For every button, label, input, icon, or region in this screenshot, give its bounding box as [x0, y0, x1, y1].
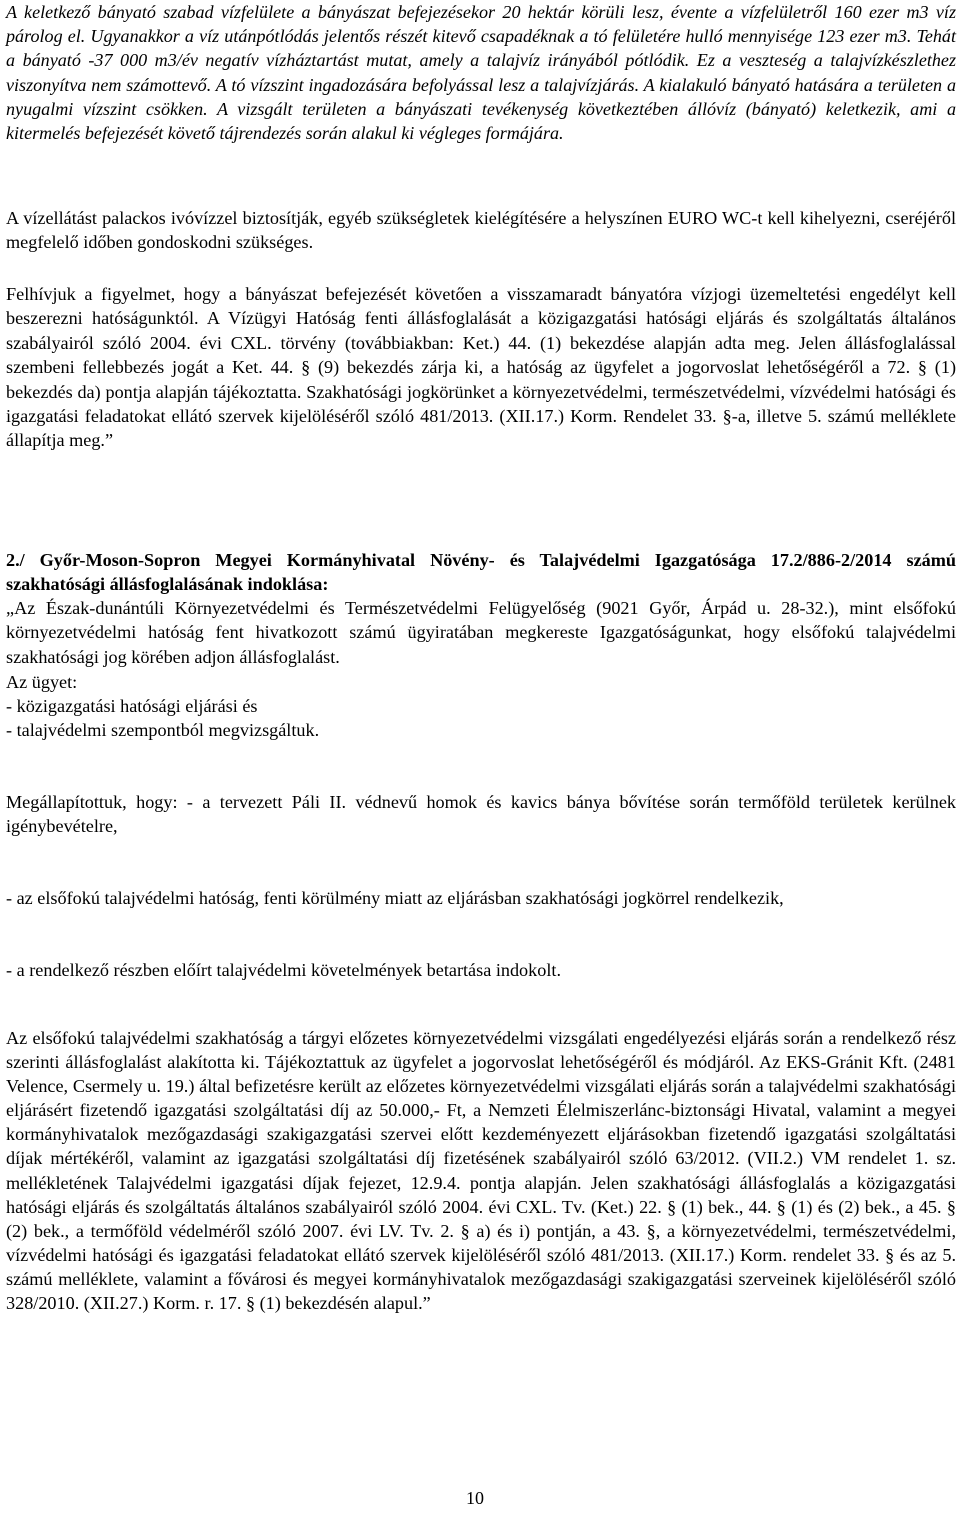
list-item: [6, 718, 319, 742]
list-item: [6, 694, 258, 718]
paragraph-text: Az elsőfokú talajvédelmi szakhatóság a tárgyi előzetes környezetvédelmi vizsgálati engedélyezési eljárás során a rendelkező rész szerinti állásfoglalást alakította ki. Tájékoztattuk az ügyfelet a jogorvoslat lehetőségéről és módjáról. Az EKS-Gránit Kft. (2481 Velence, Csermely u. 19.) által befizetésre került az előzetes környezetvédelmi vizsgálati eljárás során a talajvédelmi szakhatósági eljárásért fizetendő igazgatási szolgáltatási díj az 50.000,- Ft, a Nemzeti Élelmiszerlánc-biztonsági Hivatal, valamint a megyei kormányhivatalok mezőgazdasági szakigazgatási szervei előtt kezdeményezett eljárásokban fizetendő igazgatási szolgáltatási díjak mértékéről, valamint az igazgatási szolgáltatási díj fizetésének szabályairól szóló 63/2012. (VII.2.) VM rendelet 1. sz. mellékletének Talajvédelmi igazgatási díjak fejezet, 12.9.4. pontja alapján. Jelen szakhatósági állásfoglalás a közigazgatási hatósági eljárás és szolgáltatás általános szabályairól szóló 2004. évi CXL. Tv. (Ket.) 22. § (1) bek., 44. § (1) és (2) bek., a 45. § (2) bek., a termőföld védelméről szóló 2007. évi LV. Tv. 2. § a) és i) pontján, a 43. §, a környezetvédelmi, természetvédelmi, vízvédelmi hatósági és igazgatási feladatokat ellátó szervek kijelöléséről szóló 481/2013. (XII.17.) Korm. rendelet 33. § és az 5. számú melléklete, valamint a fővárosi és megyei kormányhivatalok mezőgazdasági szakigazgatási szerveinek kijelöléséről szóló 328/2010. (XII.27.) Korm. r. 17. § (1) bekezdésén alapul.”: [6, 1028, 956, 1314]
list-item-text: - talajvédelmi szempontból megvizsgáltuk.: [6, 720, 320, 740]
paragraph-indoklás: [6, 1026, 956, 1315]
paragraph-követelmények: [6, 958, 956, 982]
paragraph-text: „Az Észak-dunántúli Környezetvédelmi és Természetvédelmi Felügyelőség (9021 Győr, Árpád u. 28-32.), mint elsőfokú környezetvédelmi hatóság fent hivatkozott számú ügyiratában megkereste Igazgatóságunkat, hogy elsőfokú talajvédelmi szakhatósági jog körében adjon állásfoglalást.: [6, 598, 956, 667]
list-item-text: - közigazgatási hatósági eljárási és: [6, 696, 258, 716]
page-number: 10: [466, 1488, 484, 1508]
paragraph-hatóság: [6, 886, 956, 910]
ugyet-label: [6, 670, 77, 694]
paragraph-text: A vízellátást palackos ivóvízzel biztosítják, egyéb szükségletek kielégítésére a helyszínen EURO WC-t kell kihelyezni, cseréjéről megfelelő időben gondoskodni szükséges.: [6, 208, 956, 253]
paragraph-text: - a rendelkező részben előírt talajvédelmi követelmények betartása indokolt.: [6, 960, 561, 980]
paragraph-vízellátás: [6, 206, 956, 255]
paragraph-text: A keletkező bányató szabad vízfelülete a bányászat befejezésekor 20 hektár körüli lesz, évente a vízfelületről 160 ezer m3 víz párolog el. Ugyanakkor a víz utánpótlódás jelentős részét kitevő csapadéknak a tó felületére hulló mennyisége 123 ezer m3. Tehát a bányató -37 000 m3/év negatív vízháztartást mutat, amely a talajvíz irányából pótlódik. Ez a veszteség a talajvízkészlethez viszonyítva nem számottevő. A tó vízszint ingadozására befolyással lesz a talajvízjárás. A kialakuló bányató hatására a területen a nyugalmi vízszint csökken. A vizsgált területen a bányászati tevékenység következtében állóvíz (bányató) keletkezik, ami a kitermelés befejezését követő tájrendezés során alakul ki végleges formájára.: [6, 2, 956, 144]
paragraph-text: Megállapítottuk, hogy: - a tervezett Páli II. védnevű homok és kavics bánya bővítése során termőföld területek kerülnek igénybevételre,: [6, 792, 956, 837]
paragraph-bányató-vízháztartás: [6, 0, 956, 145]
ugyet-text: Az ügyet:: [6, 672, 78, 692]
paragraph-text: - az elsőfokú talajvédelmi hatóság, fenti körülmény miatt az eljárásban szakhatósági jogkörrel rendelkezik,: [6, 888, 784, 908]
document-page: [6, 0, 956, 1520]
section-heading: [6, 548, 956, 597]
paragraph-megállapítás: [6, 790, 956, 839]
paragraph-megkeresés: [6, 596, 956, 669]
paragraph-felhívás: [6, 282, 956, 453]
heading-text: 2./ Győr-Moson-Sopron Megyei Kormányhivatal Növény- és Talajvédelmi Igazgatósága 17.2/886-2/2014 számú szakhatósági állásfoglalásának indoklása:: [6, 550, 956, 595]
paragraph-text: Felhívjuk a figyelmet, hogy a bányászat befejezését követően a visszamaradt bányatóra vízjogi üzemeltetési engedélyt kell beszerezni hatóságunktól. A Vízügyi Hatóság fenti állásfoglalását a közigazgatási hatósági eljárás és szolgáltatás általános szabályairól szóló 2004. évi CXL. törvény (továbbiakban: Ket.) 44. (1) bekezdése alapján adta meg. Jelen állásfoglalással szembeni fellebbezés jogát a Ket. 44. § (9) bekezdés zárja ki, a hatóság az ügyfelet a jogorvoslat lehetőségéről a 72. § (1) bekezdés da) pontja alapján tájékoztatta. Szakhatósági jogkörünket a környezetvédelmi, természetvédelmi, vízvédelmi hatósági és igazgatási feladatokat ellátó szervek kijelöléséről szóló 481/2013. (XII.17.) Korm. Rendelet 33. §-a, illetve 5. számú melléklete állapítja meg.”: [6, 284, 956, 451]
